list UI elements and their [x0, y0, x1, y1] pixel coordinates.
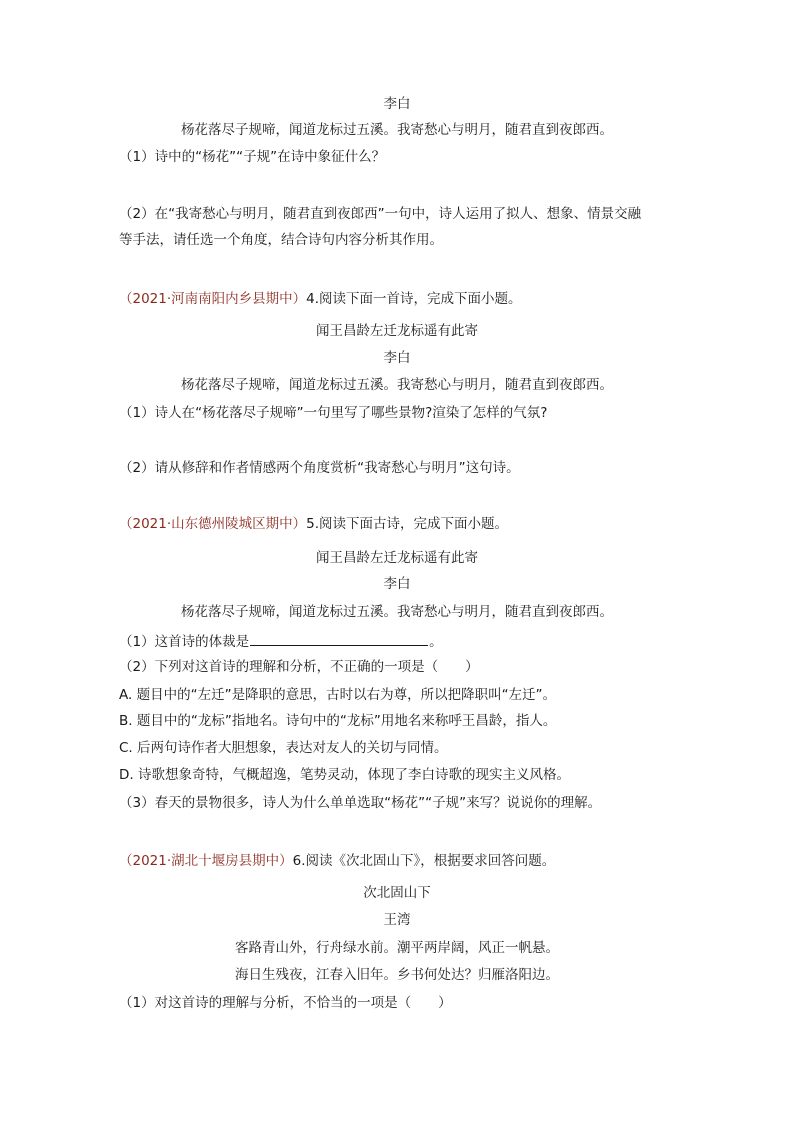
q4-source: （2021·河南南阳内乡县期中）	[119, 291, 307, 307]
q6-author: 王湾	[383, 912, 411, 928]
q3-author: 李白	[383, 96, 411, 112]
q4-poem-title: 闻王昌龄左迁龙标遥有此寄	[316, 323, 478, 339]
q5-option-b: B. 题目中的“龙标”指地名。诗句中的“龙标”用地名来称呼王昌龄，指人。	[119, 713, 557, 729]
q3-sub2-line2: 等手法，请任选一个角度，结合诗句内容分析其作用。	[119, 232, 443, 248]
q5-option-a: A. 题目中的“左迁”是降职的意思，古时以右为尊，所以把降职叫“左迁”。	[119, 687, 557, 703]
q5-sub1-end: 。	[429, 634, 443, 650]
q3-sub2-line1: （2）在“我寄愁心与明月，随君直到夜郎西”一句中，诗人运用了拟人、想象、情景交融	[119, 206, 642, 222]
q3-sub1: （1）诗中的“杨花”“子规”在诗中象征什么？	[119, 149, 386, 165]
q5-option-d: D. 诗歌想象奇特，气概超逸，笔势灵动，体现了李白诗歌的现实主义风格。	[119, 767, 570, 783]
q6-source: （2021·湖北十堰房县期中）	[119, 853, 293, 869]
q5-header	[119, 514, 508, 534]
q6-poem-line2: 海日生残夜，江春入旧年。乡书何处达？归雁洛阳边。	[235, 967, 559, 983]
q6-header	[119, 851, 555, 871]
q5-sub1-text: （1）这首诗的体裁是	[119, 634, 250, 650]
q6-poem-line1: 客路青山外，行舟绿水前。潮平两岸阔，风正一帆悬。	[235, 940, 559, 956]
q4-sub1: （1）诗人在“杨花落尽子规啼”一句里写了哪些景物?渲染了怎样的气氛?	[119, 405, 548, 421]
q5-sub1	[119, 631, 443, 652]
q5-prompt: 5.阅读下面古诗，完成下面小题。	[306, 516, 509, 532]
q5-poem-title: 闻王昌龄左迁龙标遥有此寄	[316, 550, 478, 566]
q3-poem: 杨花落尽子规啼，闻道龙标过五溪。我寄愁心与明月，随君直到夜郎西。	[181, 122, 613, 138]
q5-option-c: C. 后两句诗作者大胆想象，表达对友人的关切与同情。	[119, 740, 448, 756]
q6-poem-title: 次北固山下	[363, 885, 431, 901]
q6-prompt: 6.阅读《次北固山下》，根据要求回答问题。	[292, 853, 556, 869]
q4-sub2: （2）请从修辞和作者情感两个角度赏析“我寄愁心与明月”这句诗。	[119, 460, 520, 476]
q5-sub2: （2）下列对这首诗的理解和分析，不正确的一项是（ ）	[119, 659, 479, 675]
q4-poem: 杨花落尽子规啼，闻道龙标过五溪。我寄愁心与明月，随君直到夜郎西。	[181, 377, 613, 393]
q5-source: （2021·山东德州陵城区期中）	[119, 516, 307, 532]
q4-prompt: 4.阅读下面一首诗，完成下面小题。	[306, 291, 522, 307]
q4-header	[119, 289, 522, 309]
q5-sub3: （3）春天的景物很多，诗人为什么单单选取“杨花”“子规”来写？说说你的理解。	[119, 795, 602, 811]
q4-author: 李白	[383, 350, 411, 366]
q5-poem: 杨花落尽子规啼，闻道龙标过五溪。我寄愁心与明月，随君直到夜郎西。	[181, 604, 613, 620]
q5-author: 李白	[383, 576, 411, 592]
q6-sub1: （1）对这首诗的理解与分析，不恰当的一项是（ ）	[119, 995, 452, 1011]
q5-answer-blank[interactable]	[250, 631, 428, 646]
